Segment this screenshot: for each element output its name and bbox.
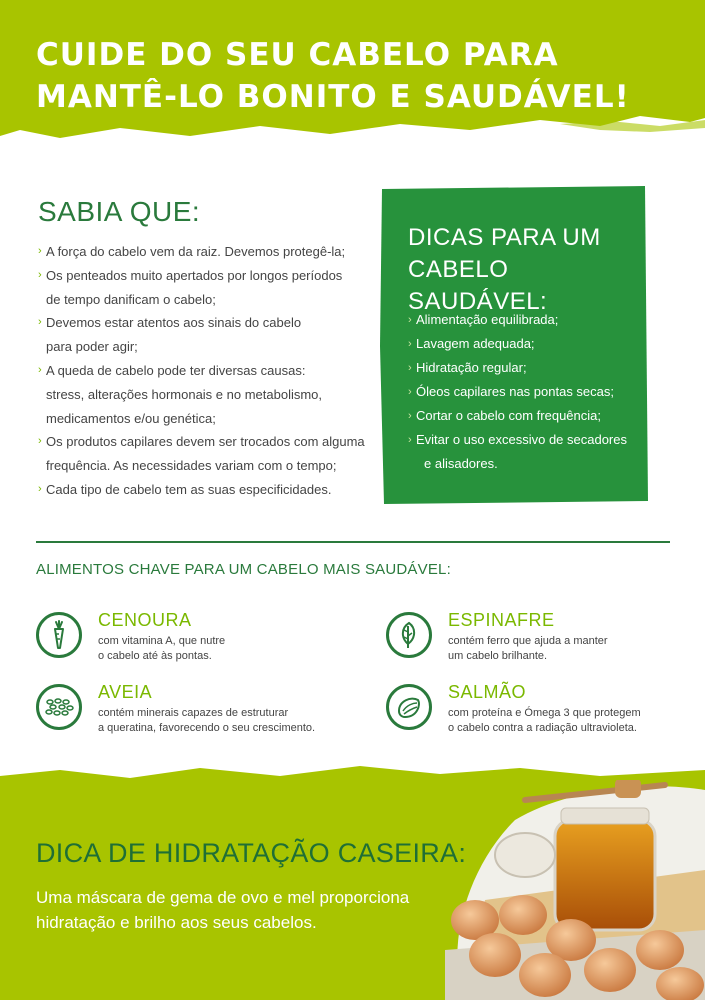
list-item: › A força do cabelo vem da raiz. Devemos protegê-la; [38,240,368,264]
food-description: com vitamina A, que nutre o cabelo até às pontas. [98,635,226,662]
chevron-right-icon: › [38,245,42,257]
food-item-aveia [36,684,336,740]
dicas-list [408,308,643,476]
food-description: contém ferro que ajuda a manter um cabelo brilhante. [448,635,608,662]
list-item: › Os penteados muito apertados por longos períodos de tempo danificam o cabelo; [38,264,368,312]
food-item-espinafre [386,612,686,668]
food-name: ESPINAFRE [448,610,555,630]
oats-icon [36,684,82,730]
chevron-right-icon: › [38,435,42,448]
title-line-2: MANTÊ-LO BONITO E SAUDÁVEL! [36,79,630,115]
chevron-right-icon: › [38,482,42,495]
chevron-right-icon: › [38,363,42,376]
food-description: contém minerais capazes de estruturar a queratina, favorecendo o seu crescimento. [98,707,316,734]
chevron-right-icon: › [408,434,412,446]
chevron-right-icon: › [408,314,412,326]
list-item: › Os produtos capilares devem ser trocados com alguma frequência. As necessidades variam com o tempo; [38,430,368,478]
chevron-right-icon: › [38,316,42,329]
hidratacao-heading: DICA DE HIDRATAÇÃO CASEIRA: [36,838,467,868]
chevron-right-icon: › [408,410,412,422]
food-description: com proteína e Ómega 3 que protegem o cabelo contra a radiação ultravioleta. [448,707,641,734]
list-item: › Devemos estar atentos aos sinais do cabelo para poder agir; [38,311,368,359]
list-item: › Evitar o uso excessivo de secadores e alisadores. [408,428,643,476]
section-divider [36,541,670,543]
food-item-salmao [386,684,686,740]
food-name: CENOURA [98,610,192,630]
chevron-right-icon: › [38,268,42,281]
food-item-cenoura [36,612,336,668]
salmon-icon [386,684,432,730]
sabia-que-heading: SABIA QUE: [38,196,201,227]
spinach-icon [386,612,432,658]
dicas-heading: DICAS PARA UM CABELO SAUDÁVEL: [408,224,601,315]
food-name: SALMÃO [448,682,527,702]
list-item: › Óleos capilares nas pontas secas; [408,380,643,404]
page-title [36,34,676,118]
title-line-1: CUIDE DO SEU CABELO PARA [36,37,559,73]
chevron-right-icon: › [408,386,412,398]
chevron-right-icon: › [408,338,412,350]
chevron-right-icon: › [408,362,412,374]
list-item: › Cada tipo de cabelo tem as suas especificidades. [38,478,368,502]
hidratacao-text: Uma máscara de gema de ovo e mel proporciona hidratação e brilho aos seus cabelos. [36,888,410,932]
honey-eggs-photo [445,780,705,1000]
list-item: › Hidratação regular; [408,356,643,380]
alimentos-heading: ALIMENTOS CHAVE PARA UM CABELO MAIS SAUDÁVEL: [36,561,451,578]
list-item: › A queda de cabelo pode ter diversas causas: stress, alterações hormonais e no metabolismo, medicamentos e/ou genética; [38,359,368,430]
sabia-que-list [38,240,368,502]
list-item: › Alimentação equilibrada; [408,308,643,332]
list-item: › Cortar o cabelo com frequência; [408,404,643,428]
food-name: AVEIA [98,682,153,702]
list-item: › Lavagem adequada; [408,332,643,356]
carrot-icon [36,612,82,658]
